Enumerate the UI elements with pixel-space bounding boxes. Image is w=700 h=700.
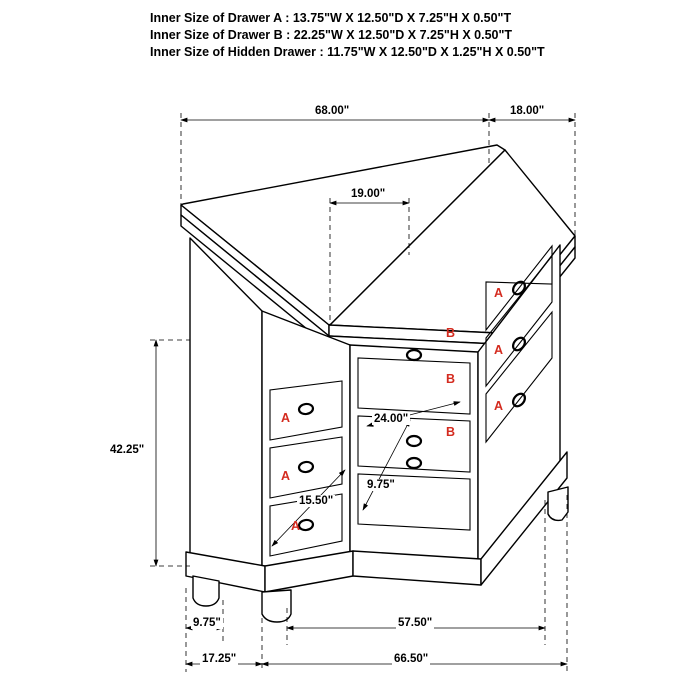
dim-label-side-drawer-width: 15.50" (299, 495, 334, 507)
drawer-label-center-bottom: B (446, 425, 456, 439)
dim-label-top-right: 18.00" (510, 105, 545, 117)
furniture-body (181, 145, 575, 622)
dim-label-top-inner: 19.00" (351, 188, 386, 200)
dim-label-bottom-overall: 66.50" (394, 653, 429, 665)
drawer-label-center-mid: B (446, 372, 456, 386)
drawer-label-left-top: A (281, 411, 291, 425)
drawer-label-right-mid: A (494, 343, 504, 357)
spec-line-drawer-b: Inner Size of Drawer B : 22.25"W X 12.50"D X 7.25"H X 0.50"T (150, 28, 513, 42)
spec-line-hidden-drawer: Inner Size of Hidden Drawer : 11.75"W X 12.50"D X 1.25"H X 0.50"T (150, 45, 545, 59)
dim-label-bottom-left-foot: 9.75" (193, 617, 221, 629)
foot-right (548, 487, 568, 520)
drawer-label-right-top: A (494, 286, 504, 300)
front-face-left-bank (262, 311, 350, 585)
foot-left-rear (193, 576, 219, 606)
left-side-panel (190, 238, 262, 585)
dim-label-center-depth: 24.00" (374, 413, 409, 425)
spec-line-drawer-a: Inner Size of Drawer A : 13.75"W X 12.50"D X 7.25"H X 0.50"T (150, 11, 512, 25)
dim-label-top-overall: 68.00" (315, 105, 350, 117)
dim-label-bottom-base: 57.50" (398, 617, 433, 629)
drawer-label-left-mid: A (281, 469, 291, 483)
drawer-label-left-bottom: A (291, 519, 301, 533)
dim-label-center-drawer-height: 9.75" (367, 479, 395, 491)
drawer-label-right-bottom: A (494, 399, 504, 413)
dim-label-bottom-left-side: 17.25" (202, 653, 237, 665)
front-face-center-bank (350, 345, 478, 578)
drawer-label-center-top: B (446, 326, 456, 340)
dim-label-height-overall: 42.25" (110, 444, 145, 456)
